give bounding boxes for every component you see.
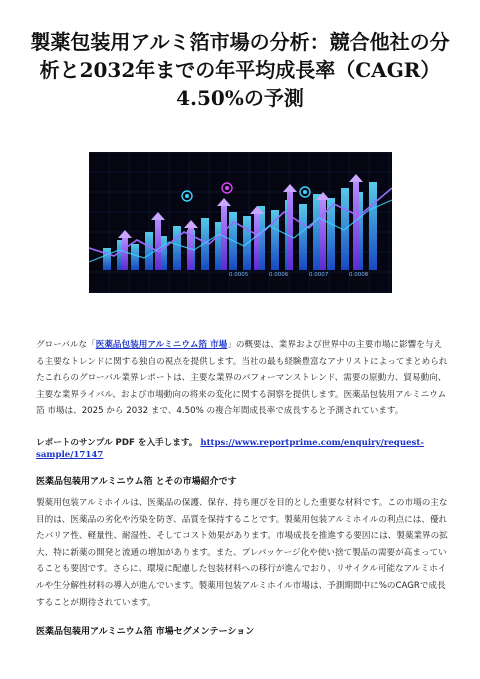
hero-arrow-head [118, 230, 132, 238]
hero-arrow-shaft [155, 219, 161, 270]
hero-arrow-shaft [353, 181, 359, 270]
hero-gauge-center [225, 186, 229, 190]
hero-bar [369, 182, 377, 270]
title-text: 析と [39, 58, 80, 82]
sample-link[interactable]: https://www.reportprime.com/enquiry/request-sample/17147 [36, 438, 424, 460]
hero-gauge-center [185, 194, 189, 198]
hero-bar [299, 204, 307, 270]
hero-arrow-shaft [254, 213, 260, 270]
section-heading-intro: 医薬品包装用アルミニウム箔 とその市場紹介です [36, 477, 237, 487]
title-text: ） [420, 58, 441, 82]
intro-text: グローバルな「 [36, 340, 96, 350]
hero-arrow-shaft [320, 199, 326, 270]
hero-bar [313, 194, 321, 270]
section-intro-paragraph: 製薬用包装アルミホイルは、医薬品の保護、保存、持ち運びを目的とした重要な材料です。この市場の主な目的は、医薬品の劣化や汚染を防ぎ、品質を保持することです。製薬用包装アルミホイルの利点には、優れたバリア性、軽量性、耐湿性、そしてコスト効果があります。市場成長を推進する要因には、製薬業界の拡大、特に新薬の開発と流通の増加があります。また、プレパッケージ化や使い捨て製品の需要が高まっていることも要因です。さらに、環境に配慮した包装材料への移行が進んでおり、リサイクル可能なアルミホイルや生分解性材料の導入が進んでいます。製薬用包装アルミホイル市場は、予測期間中に%のCAGRで成長することが期待されています。 [36, 498, 448, 608]
title-text: 年までの年平均成長率（ [135, 58, 356, 82]
title-line-1: 製薬包装用アルミ箔市場の分析：競合他社の分 [30, 30, 450, 54]
title-year: 2032 [79, 58, 136, 82]
title-text: の予測 [243, 86, 304, 110]
hero-arrow-head [151, 212, 165, 220]
title-line-3 [20, 84, 460, 112]
hero-gauge-center [303, 190, 307, 194]
hero-axis-label: 0.0006 [269, 272, 289, 278]
sample-request [36, 437, 448, 461]
title-line-2 [20, 56, 460, 84]
page-title [20, 28, 460, 112]
intro-paragraph [36, 337, 448, 420]
hero-bar [103, 248, 111, 270]
hero-axis-label: 0.0008 [349, 272, 369, 278]
hero-arrow-head [184, 220, 198, 228]
hero-arrow-head [283, 184, 297, 192]
hero-arrow-shaft [287, 191, 293, 270]
intro-text: 」の概要は、業界および世界中の主要市場に影響を与える主要なトレンドに関する独自の視点を提供します。当社の最も経験豊富なアナリストによってまとめられたこれらのグローバル業界レポートは、主要な業界のパフォーマンストレンド、需要の原動力、貿易動向、主要な業界ライバル、および市場動向の将来の変化に関する洞察を提供します。医薬品包装用アルミニウム箔 市場は、2025 から 2032 まで、4.50% の複合年間成長率で成長すると予測されています。 [36, 340, 448, 417]
section-heading-segmentation: 医薬品包装用アルミニウム箔 市場セグメンテーション [36, 627, 255, 637]
hero-axis-label: 0.0005 [229, 272, 249, 278]
hero-bar [173, 226, 181, 270]
hero-chart-graphic [89, 152, 392, 293]
market-link[interactable]: 医薬品包装用アルミニウム箔 市場 [95, 340, 228, 350]
title-rate: 4.50% [176, 86, 244, 110]
hero-image [89, 152, 392, 293]
hero-axis-label: 0.0007 [309, 272, 329, 278]
sample-label: レポートのサンプル PDF を入手します。 [36, 438, 198, 448]
hero-bar [131, 244, 139, 270]
title-cagr: CAGR [355, 58, 421, 82]
hero-arrow-head [349, 174, 363, 182]
hero-arrow-shaft [122, 237, 128, 270]
hero-bar [145, 232, 153, 270]
